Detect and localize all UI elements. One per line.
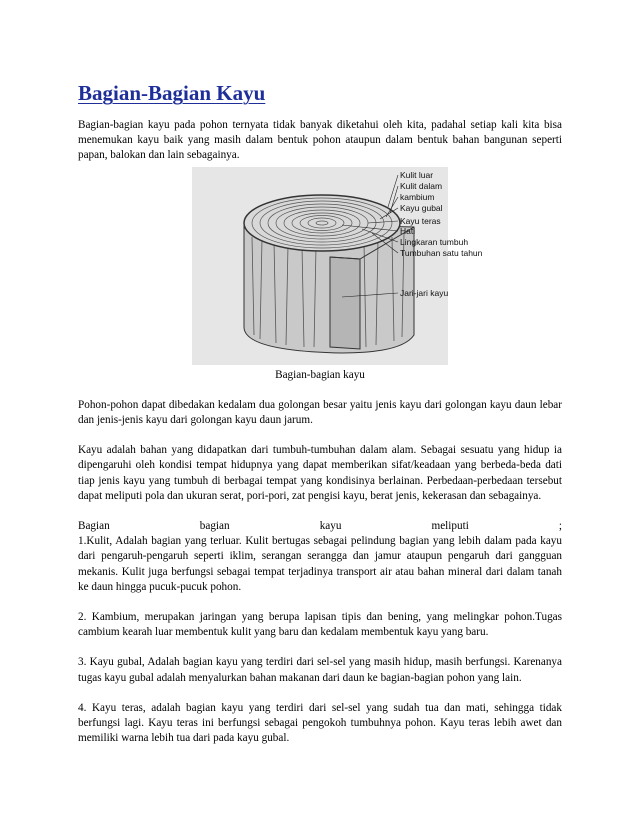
label-hati: Hati bbox=[400, 225, 416, 236]
word: meliputi bbox=[431, 520, 469, 533]
paragraph-kayu: Kayu adalah bahan yang didapatkan dari tumbuh-tumbuhan dalam alam. Sebagai sesuatu yang hidup ia dipengaruhi oleh kondisi tempat hidupnya yang dapat memberikan sifat/keadaan yang berbeda-beda dati tiap jenis kayu yang tumbuh di berbagai tempat yang kondisinya berlainan. Perbedaan-perbedaan tersebut dapat meliputi pola dan ukuran serat, pori-pori, zat pengisi kayu, berat jenis, kekerasan dan sebagainya. bbox=[78, 444, 562, 502]
wood-diagram-figure bbox=[192, 167, 483, 365]
bagian-heading-line bbox=[78, 519, 562, 534]
paragraph-kayu-teras: 4. Kayu teras, adalah bagian kayu yang terdiri dari sel-sel yang sudah tua dan mati, sehingga tidak berfungsi lagi. Kayu teras ini berfungsi sebagai pengokoh tumbuhnya pohon. Kayu teras lebih awet dan memiliki warna lebih tua dari pada kayu gubal. bbox=[78, 701, 562, 745]
kulit-description: 1.Kulit, Adalah bagian yang terluar. Kulit bertugas sebagai pelindung bagian yang lebih dalam pada kayu dari pengaruh-pengaruh seperti iklim, serangan serangga dan jamur ataupun pengaruh dari gangguan mekanis. Kulit juga berfungsi sebagai tempat terjadinya transport air atau bahan mineral dari dalam tanah ke daun hingga pucuk-pucuk pohon. bbox=[78, 535, 562, 593]
label-kayu-teras: Kayu teras bbox=[400, 215, 441, 226]
label-jari-jari-kayu: Jari-jari kayu bbox=[400, 287, 449, 298]
figure-caption: Bagian-bagian kayu bbox=[275, 368, 365, 381]
word: ; bbox=[558, 520, 562, 533]
label-kambium: kambium bbox=[400, 191, 435, 202]
wood-cross-section-illustration bbox=[192, 167, 483, 365]
label-kayu-gubal: Kayu gubal bbox=[400, 202, 443, 213]
word: kayu bbox=[319, 520, 342, 533]
paragraph-bagian bbox=[78, 519, 562, 595]
label-lingkaran-tumbuh: Lingkaran tumbuh bbox=[400, 236, 469, 247]
paragraph-kayu-gubal: 3. Kayu gubal, Adalah bagian kayu yang terdiri dari sel-sel yang masih hidup, masih berfungsi. Karenanya tugas kayu gubal adalah menyalurkan bahan makanan dari daun ke bagian-bagian pohon yang lain. bbox=[78, 656, 562, 684]
label-tumbuhan-satu-tahun: Tumbuhan satu tahun bbox=[400, 247, 483, 258]
word: Bagian bbox=[78, 520, 110, 533]
label-kulit-luar: Kulit luar bbox=[400, 169, 434, 180]
word: bagian bbox=[199, 520, 230, 533]
paragraph-kambium: 2. Kambium, merupakan jaringan yang berupa lapisan tipis dan bening, yang melingkar pohon.Tugas cambium kearah luar membentuk kulit yang baru dan kedalam membentuk kayu yang baru. bbox=[78, 611, 562, 639]
intro-paragraph: Bagian-bagian kayu pada pohon ternyata tidak banyak diketahui oleh kita, padahal setiap kali kita bisa menemukan kayu baik yang masih dalam bentuk pohon ataupun dalam bentuk bahan bangunan seperti papan, balokan dan lain sebagainya. bbox=[78, 119, 562, 162]
paragraph-golongan: Pohon-pohon dapat dibedakan kedalam dua golongan besar yaitu jenis kayu dari golongan kayu daun lebar dan jenis-jenis kayu dari golongan kayu daun jarum. bbox=[78, 398, 562, 427]
label-kulit-dalam: Kulit dalam bbox=[400, 180, 443, 191]
page-title[interactable]: Bagian-Bagian Kayu bbox=[78, 81, 266, 105]
article bbox=[78, 82, 562, 746]
